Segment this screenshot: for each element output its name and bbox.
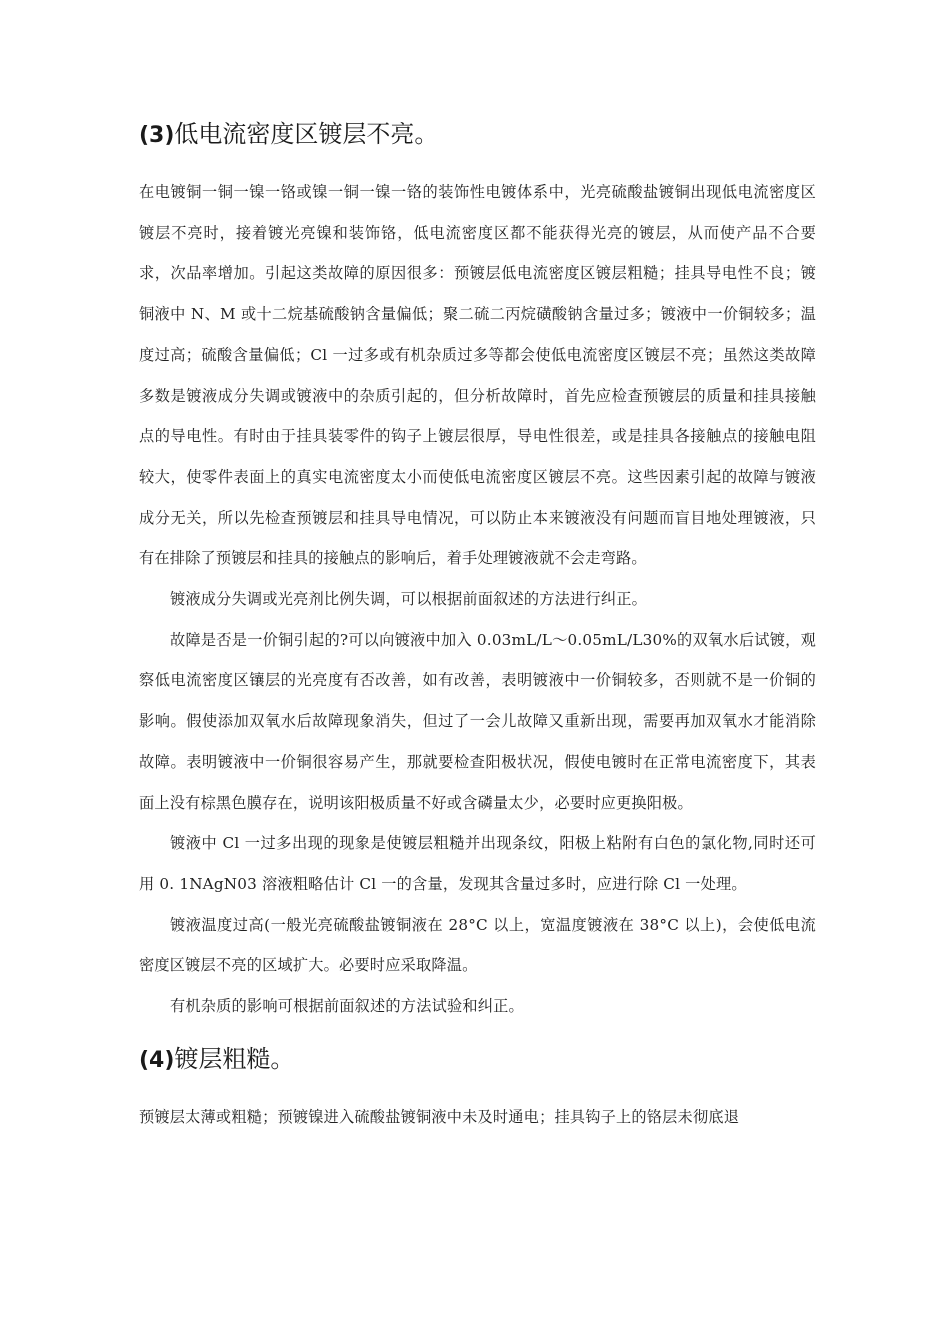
- section-3-paragraph-6: 有机杂质的影响可根据前面叙述的方法试验和纠正。: [170, 997, 524, 1016]
- section-3-paragraph-3: 故障是否是一价铜引起的?可以向镀液中加入 0.03mL/L〜0.05mL/L30%的双氧水后试镀，观察低电流密度区镶层的光亮度有否改善，如有改善，表明镀液中一价铜较多，否则就不是一价铜的影响。假使添加双氧水后故障现象消失，但过了一会儿故障又重新出现，需要再加双氧水才能消除故障。表明镀液中一价铜很容易产生，那就要检查阳极状况，假使电镀时在正常电流密度下，其表面上没有棕黑色膜存在，说明该阳极质量不好或含磷量太少，必要时应更换阳极。: [139, 630, 816, 812]
- section-3-paragraph-1: 在电镀铜一铜一镍一铬或镍一铜一镍一铬的装饰性电镀体系中，光亮硫酸盐镀铜出现低电流密度区镀层不亮时，接着镀光亮镍和装饰铬，低电流密度区都不能获得光亮的镀层，从而使产品不合要求，次品率增加。引起这类故障的原因很多：预镀层低电流密度区镀层粗糙；挂具导电性不良；镀铜液中 N、M 或十二烷基硫酸钠含量偏低；聚二硫二丙烷磺酸钠含量过多；镀液中一价铜较多；温度过高；硫酸含量偏低；Cl 一过多或有机杂质过多等都会使低电流密度区镀层不亮；虽然这类故障多数是镀液成分失调或镀液中的杂质引起的，但分析故障时，首先应检查预镀层的质量和挂具接触点的导电性。有时由于挂具装零件的钩子上镀层很厚，导电性很差，或是挂具各接触点的接触电阻较大，使零件表面上的真实电流密度太小而使低电流密度区镀层不亮。这些因素引起的故障与镀液成分无关，所以先检查预镀层和挂具导电情况，可以防止本来镀液没有问题而盲目地处理镀液，只有在排除了预镀层和挂具的接触点的影响后，着手处理镀液就不会走弯路。: [139, 183, 816, 568]
- section-3-heading: [139, 106, 816, 164]
- section-3-title: 低电流密度区镀层不亮。: [174, 120, 439, 148]
- section-4-title: 镀层粗糙。: [174, 1044, 295, 1073]
- section-4-paragraph-1: 预镀层太薄或粗糙；预镀镍进入硫酸盐镀铜液中未及时通电；挂具钩子上的铬层未彻底退: [139, 1107, 740, 1126]
- section-4-number: (4): [139, 1047, 175, 1073]
- document-body: [139, 98, 816, 1137]
- section-3-number: (3): [139, 123, 175, 148]
- section-3-paragraph-2: 镀液成分失调或光亮剂比例失调，可以根据前面叙述的方法进行纠正。: [170, 590, 648, 609]
- section-4-heading: [139, 1031, 816, 1089]
- section-3-paragraph-4: 镀液中 Cl 一过多出现的现象是使镀层粗糙并出现条纹，阳极上粘附有白色的氯化物,同时还可用 0. 1NAgN03 溶液粗略估计 Cl 一的含量，发现其含量过多时，应进行除 Cl 一处理。: [139, 834, 816, 893]
- section-3-paragraph-5: 镀液温度过高(一般光亮硫酸盐镀铜液在 28°C 以上，宽温度镀液在 38°C 以上)，会使低电流密度区镀层不亮的区域扩大。必要时应采取降温。: [139, 915, 816, 975]
